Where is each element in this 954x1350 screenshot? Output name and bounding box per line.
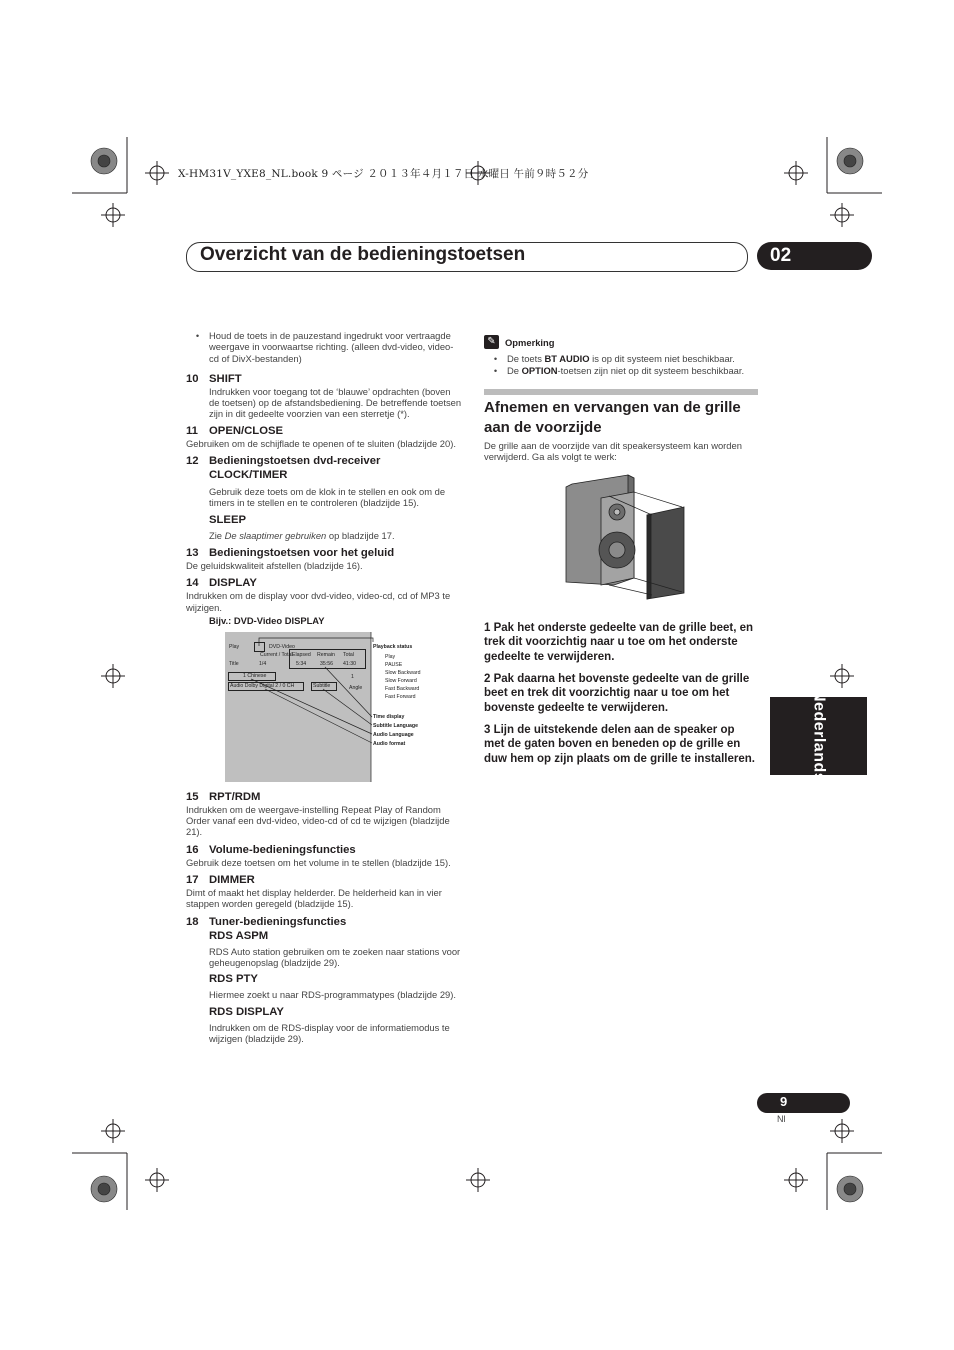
page-title: Overzicht van de bedieningstoetsen [200, 244, 526, 265]
sleep-text-pre: Zie [209, 529, 225, 541]
callout-time-display: Time display [373, 713, 405, 720]
dvd-display-diagram [225, 632, 422, 782]
intro-bullet [186, 330, 462, 364]
note-bullet-2 [484, 365, 758, 376]
rds-pty-text: Hiermee zoekt u naar RDS-programmatypes (bladzijde 29). [209, 989, 456, 1001]
diagram-angle: Angle [349, 684, 363, 691]
right-column [484, 335, 758, 766]
step-2: 2 Pak daarna het bovenste gedeelte van de grille beet en trek dit voorzichtig naar u toe om het bovenste gedeelte te verwijderen. [484, 673, 750, 714]
diagram-angle-value: 1 [351, 673, 354, 680]
status-fast-forward: Fast Forward [385, 693, 416, 700]
item-title: DISPLAY [209, 577, 257, 590]
sleep-text [186, 530, 462, 541]
callout-subtitle-language: Subtitle Language [373, 722, 418, 729]
status-pause: PAUSE [385, 661, 403, 668]
item-17-text: Dimt of maakt het display helderder. De helderheid kan in vier stappen worden geregeld (bladzijde 15). [186, 887, 442, 910]
note-2-text [507, 365, 744, 376]
item-13-text: De geluidskwaliteit afstellen (bladzijde 16). [186, 559, 363, 571]
clock-timer-heading: CLOCK/TIMER [209, 469, 288, 482]
item-16-heading [186, 843, 462, 857]
status-fast-backward: Fast Backward [385, 685, 420, 692]
diagram-play: Play [229, 643, 240, 650]
note-2-post: -toetsen zijn niet op dit systeem beschikbaar. [557, 365, 745, 377]
item-title: RPT/RDM [209, 790, 261, 803]
item-11-heading [186, 424, 462, 438]
item-15-heading [186, 790, 462, 804]
diagram-dvd-video: DVD-Video [269, 643, 295, 650]
clock-timer-text: Gebruik deze toets om de klok in te stellen en ook om de timers in te stellen en te controleren (bladzijde 15). [209, 486, 446, 509]
diagram-total: Total [343, 651, 354, 658]
item-number: 11 [186, 424, 198, 437]
note-1-key: BT AUDIO [544, 353, 590, 364]
item-number: 15 [186, 790, 199, 803]
page-number: 9 [780, 1094, 788, 1109]
diagram-remain-value: 35:56 [320, 660, 333, 667]
status-slow-forward: Slow Forward [385, 677, 417, 684]
rds-pty-heading: RDS PTY [209, 973, 258, 986]
item-17-heading [186, 873, 462, 887]
language-tab-label: Nederlands [810, 689, 828, 783]
item-12-heading [186, 454, 462, 468]
diagram-chinese: 1 Chinese [243, 672, 267, 679]
note-2-key: OPTION [521, 365, 558, 377]
diagram-remain: Remain [317, 651, 335, 658]
bullet-dot: • [195, 330, 200, 341]
item-title: OPEN/CLOSE [209, 424, 284, 437]
item-14-text: Indrukken om de display voor dvd-video, video-cd, cd of MP3 te wijzigen. [186, 590, 451, 613]
note-title: Opmerking [505, 336, 555, 348]
rds-display-heading: RDS DISPLAY [209, 1005, 284, 1018]
item-16-text: Gebruik deze toetsen om het volume in te stellen (bladzijde 15). [186, 856, 451, 868]
item-11-text: Gebruiken om de schijflade te openen of te sluiten (bladzijde 20). [186, 437, 456, 449]
item-10-heading [186, 372, 462, 386]
note-1-text [507, 353, 735, 364]
item-title: Bedieningstoetsen voor het geluid [209, 546, 395, 559]
section-intro: De grille aan de voorzijde van dit speakersysteem kan worden verwijderd. Ga als volgt te werk: [484, 439, 742, 462]
diagram-audio: Audio Dolby Digital 2 / 0 CH [230, 682, 295, 689]
diagram-title: Title [229, 660, 239, 667]
callout-lines [225, 632, 422, 782]
item-title: DIMMER [209, 874, 255, 887]
rds-aspm-text: RDS Auto station gebruiken om te zoeken naar stations voor geheugenopslag (bladzijde 29). [209, 945, 461, 968]
item-number: 14 [186, 577, 199, 590]
item-title: Volume-bedieningsfuncties [209, 843, 356, 856]
item-title: Bedieningstoetsen dvd-receiver [209, 455, 381, 468]
note-bullet-1 [484, 353, 758, 364]
diagram-playback-status: Playback status [373, 643, 413, 650]
item-number: 17 [186, 874, 199, 887]
page-number-badge [757, 1093, 850, 1113]
sleep-text-link: De slaaptimer gebruiken [224, 529, 327, 541]
speaker-grille-illustration [484, 470, 758, 605]
item-number: 18 [186, 915, 199, 928]
note-1-pre: De toets [507, 353, 545, 364]
item-number: 10 [186, 372, 199, 385]
diagram-elapsed: Elapsed [292, 651, 311, 658]
note-pencil-icon: ✎ [484, 335, 499, 349]
note-1-post: is op dit systeem niet beschikbaar. [589, 353, 735, 364]
display-example-label: Bijv.: DVD-Video DISPLAY [209, 614, 325, 626]
left-column [186, 330, 462, 1044]
section-title: Afnemen en vervangen van de grille aan de voorzijde [484, 398, 741, 436]
callout-audio-language: Audio Language [373, 731, 414, 738]
bullet-dot: • [493, 353, 498, 364]
item-18-heading [186, 915, 462, 929]
item-number: 13 [186, 546, 199, 559]
item-14-heading [186, 576, 462, 590]
item-title: Tuner-bedieningsfuncties [209, 915, 347, 928]
item-title: SHIFT [209, 372, 242, 385]
note-heading [484, 335, 758, 349]
diagram-current-total: Current / Total [260, 651, 293, 658]
callout-audio-format: Audio format [373, 740, 406, 747]
diagram-title-value: 1/4 [259, 660, 267, 667]
status-slow-backward: Slow Backward [385, 669, 421, 676]
sleep-text-post: op bladzijde 17. [326, 529, 395, 541]
rds-aspm-heading: RDS ASPM [209, 929, 269, 942]
step-1: 1 Pak het onderste gedeelte van de grille beet, en trek dit voorzichtig naar u toe om het onderste gedeelte te verwijderen. [484, 622, 754, 663]
section-divider [484, 389, 758, 395]
diagram-subtitle: Subtitle [313, 682, 331, 689]
item-number: 12 [186, 455, 199, 468]
item-10-text: Indrukken voor toegang tot de ‘blauwe’ opdrachten (boven de toetsen) op de afstandsbediening. De betreffende toetsen zijn in dit gedeelte voorzien van een sterretje (*). [209, 385, 462, 420]
rds-display-text: Indrukken om de RDS-display voor de informatiemodus te wijzigen (bladzijde 29). [209, 1021, 450, 1044]
sleep-heading: SLEEP [209, 513, 247, 526]
status-play: Play [385, 653, 396, 660]
bullet-dot: • [493, 365, 498, 377]
step-3: 3 Lijn de uitstekende delen aan de speaker op met de gaten boven en beneden op de grille en duw hem op zijn plaats om de grille te installeren. [484, 723, 755, 765]
page-language-code: Nl [777, 1114, 786, 1124]
diagram-total-value: 41:30 [343, 660, 356, 667]
note-2-pre: De [507, 365, 522, 377]
diagram-elapsed-value: 5:34 [296, 660, 307, 667]
item-13-heading [186, 546, 462, 560]
print-header: X-HM31V_YXE8_NL.book 9 ページ ２０１３年４月１７日 水曜日 午前９時５２分 [178, 168, 589, 180]
chapter-number: 02 [770, 245, 792, 266]
intro-bullet-text: Houd de toets in de pauzestand ingedrukt voor vertraagde weergave in voorwaartse richting. (alleen dvd-video, video-cd of DivX-bestanden) [209, 330, 454, 364]
item-number: 16 [186, 843, 199, 856]
item-15-text: Indrukken om de weergave-instelling Repeat Play of Random Order vanaf een dvd-video, video-cd of cd te wijzigen (bladzijde 21). [186, 803, 450, 838]
